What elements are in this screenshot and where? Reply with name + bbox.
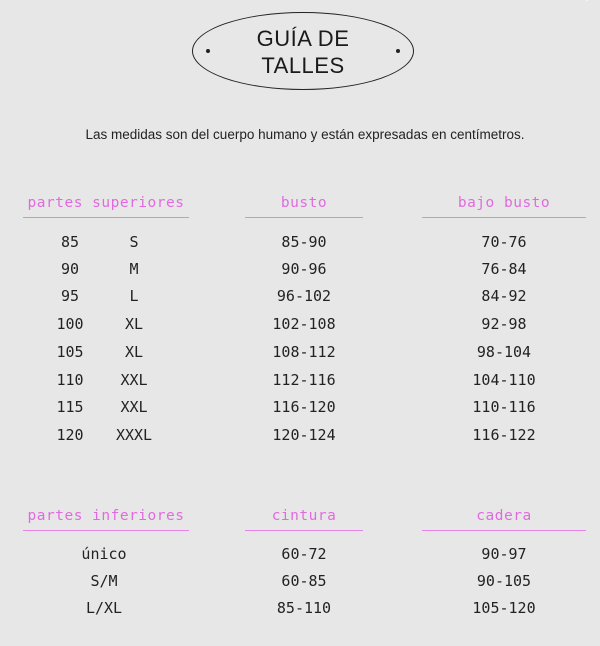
upper-row-3-num: 95	[60, 287, 80, 305]
upper-row-8-num: 120	[56, 426, 84, 444]
title-badge	[192, 12, 414, 90]
title-line-2: TALLES	[261, 53, 345, 78]
upper-row-5-busto: 108-112	[272, 343, 336, 361]
upper-row-7-busto: 116-120	[272, 398, 336, 416]
upper-row-1-bajo: 70-76	[481, 233, 527, 251]
header-bajo-busto: bajo busto	[422, 195, 586, 218]
upper-row-6-busto: 112-116	[272, 371, 336, 389]
upper-row-8-size: XXXL	[115, 426, 153, 444]
upper-row-7-num: 115	[56, 398, 84, 416]
upper-row-4-bajo: 92-98	[481, 315, 527, 333]
lower-row-2-size: S/M	[90, 572, 118, 590]
lower-row-3-cintura: 85-110	[276, 599, 332, 617]
upper-row-8-bajo: 116-122	[472, 426, 536, 444]
subtitle: Las medidas son del cuerpo humano y están expresadas en centímetros.	[85, 127, 525, 142]
upper-row-4-busto: 102-108	[272, 315, 336, 333]
upper-row-3-size: L	[129, 287, 139, 305]
upper-row-7-bajo: 110-116	[472, 398, 536, 416]
lower-row-3-size: L/XL	[85, 599, 123, 617]
upper-row-3-busto: 96-102	[276, 287, 332, 305]
upper-row-1-busto: 85-90	[281, 233, 327, 251]
page-title	[193, 25, 413, 79]
lower-row-1-cintura: 60-72	[281, 545, 327, 563]
lower-row-2-cadera: 90-105	[476, 572, 532, 590]
upper-row-1-size: S	[129, 233, 139, 251]
lower-row-1-cadera: 90-97	[481, 545, 527, 563]
upper-row-7-size: XXL	[120, 398, 148, 416]
upper-row-6-size: XXL	[120, 371, 148, 389]
title-line-1: GUÍA DE	[256, 26, 350, 51]
upper-row-6-bajo: 104-110	[472, 371, 536, 389]
upper-row-5-bajo: 98-104	[476, 343, 532, 361]
lower-row-2-cintura: 60-85	[281, 572, 327, 590]
upper-row-5-num: 105	[56, 343, 84, 361]
upper-row-4-size: XL	[124, 315, 144, 333]
upper-row-1-num: 85	[60, 233, 80, 251]
lower-row-1-size: único	[81, 545, 127, 563]
header-cintura: cintura	[245, 508, 363, 531]
header-cadera: cadera	[422, 508, 586, 531]
upper-row-6-num: 110	[56, 371, 84, 389]
upper-row-2-bajo: 76-84	[481, 260, 527, 278]
upper-row-2-num: 90	[60, 260, 80, 278]
corner-mark	[586, 0, 600, 11]
upper-row-4-num: 100	[56, 315, 84, 333]
header-partes-inferiores: partes inferiores	[23, 508, 189, 531]
header-partes-superiores: partes superiores	[23, 195, 189, 218]
upper-row-2-busto: 90-96	[281, 260, 327, 278]
upper-row-5-size: XL	[124, 343, 144, 361]
upper-row-3-bajo: 84-92	[481, 287, 527, 305]
upper-row-2-size: M	[129, 260, 139, 278]
lower-row-3-cadera: 105-120	[472, 599, 536, 617]
header-busto: busto	[245, 195, 363, 218]
upper-row-8-busto: 120-124	[272, 426, 336, 444]
